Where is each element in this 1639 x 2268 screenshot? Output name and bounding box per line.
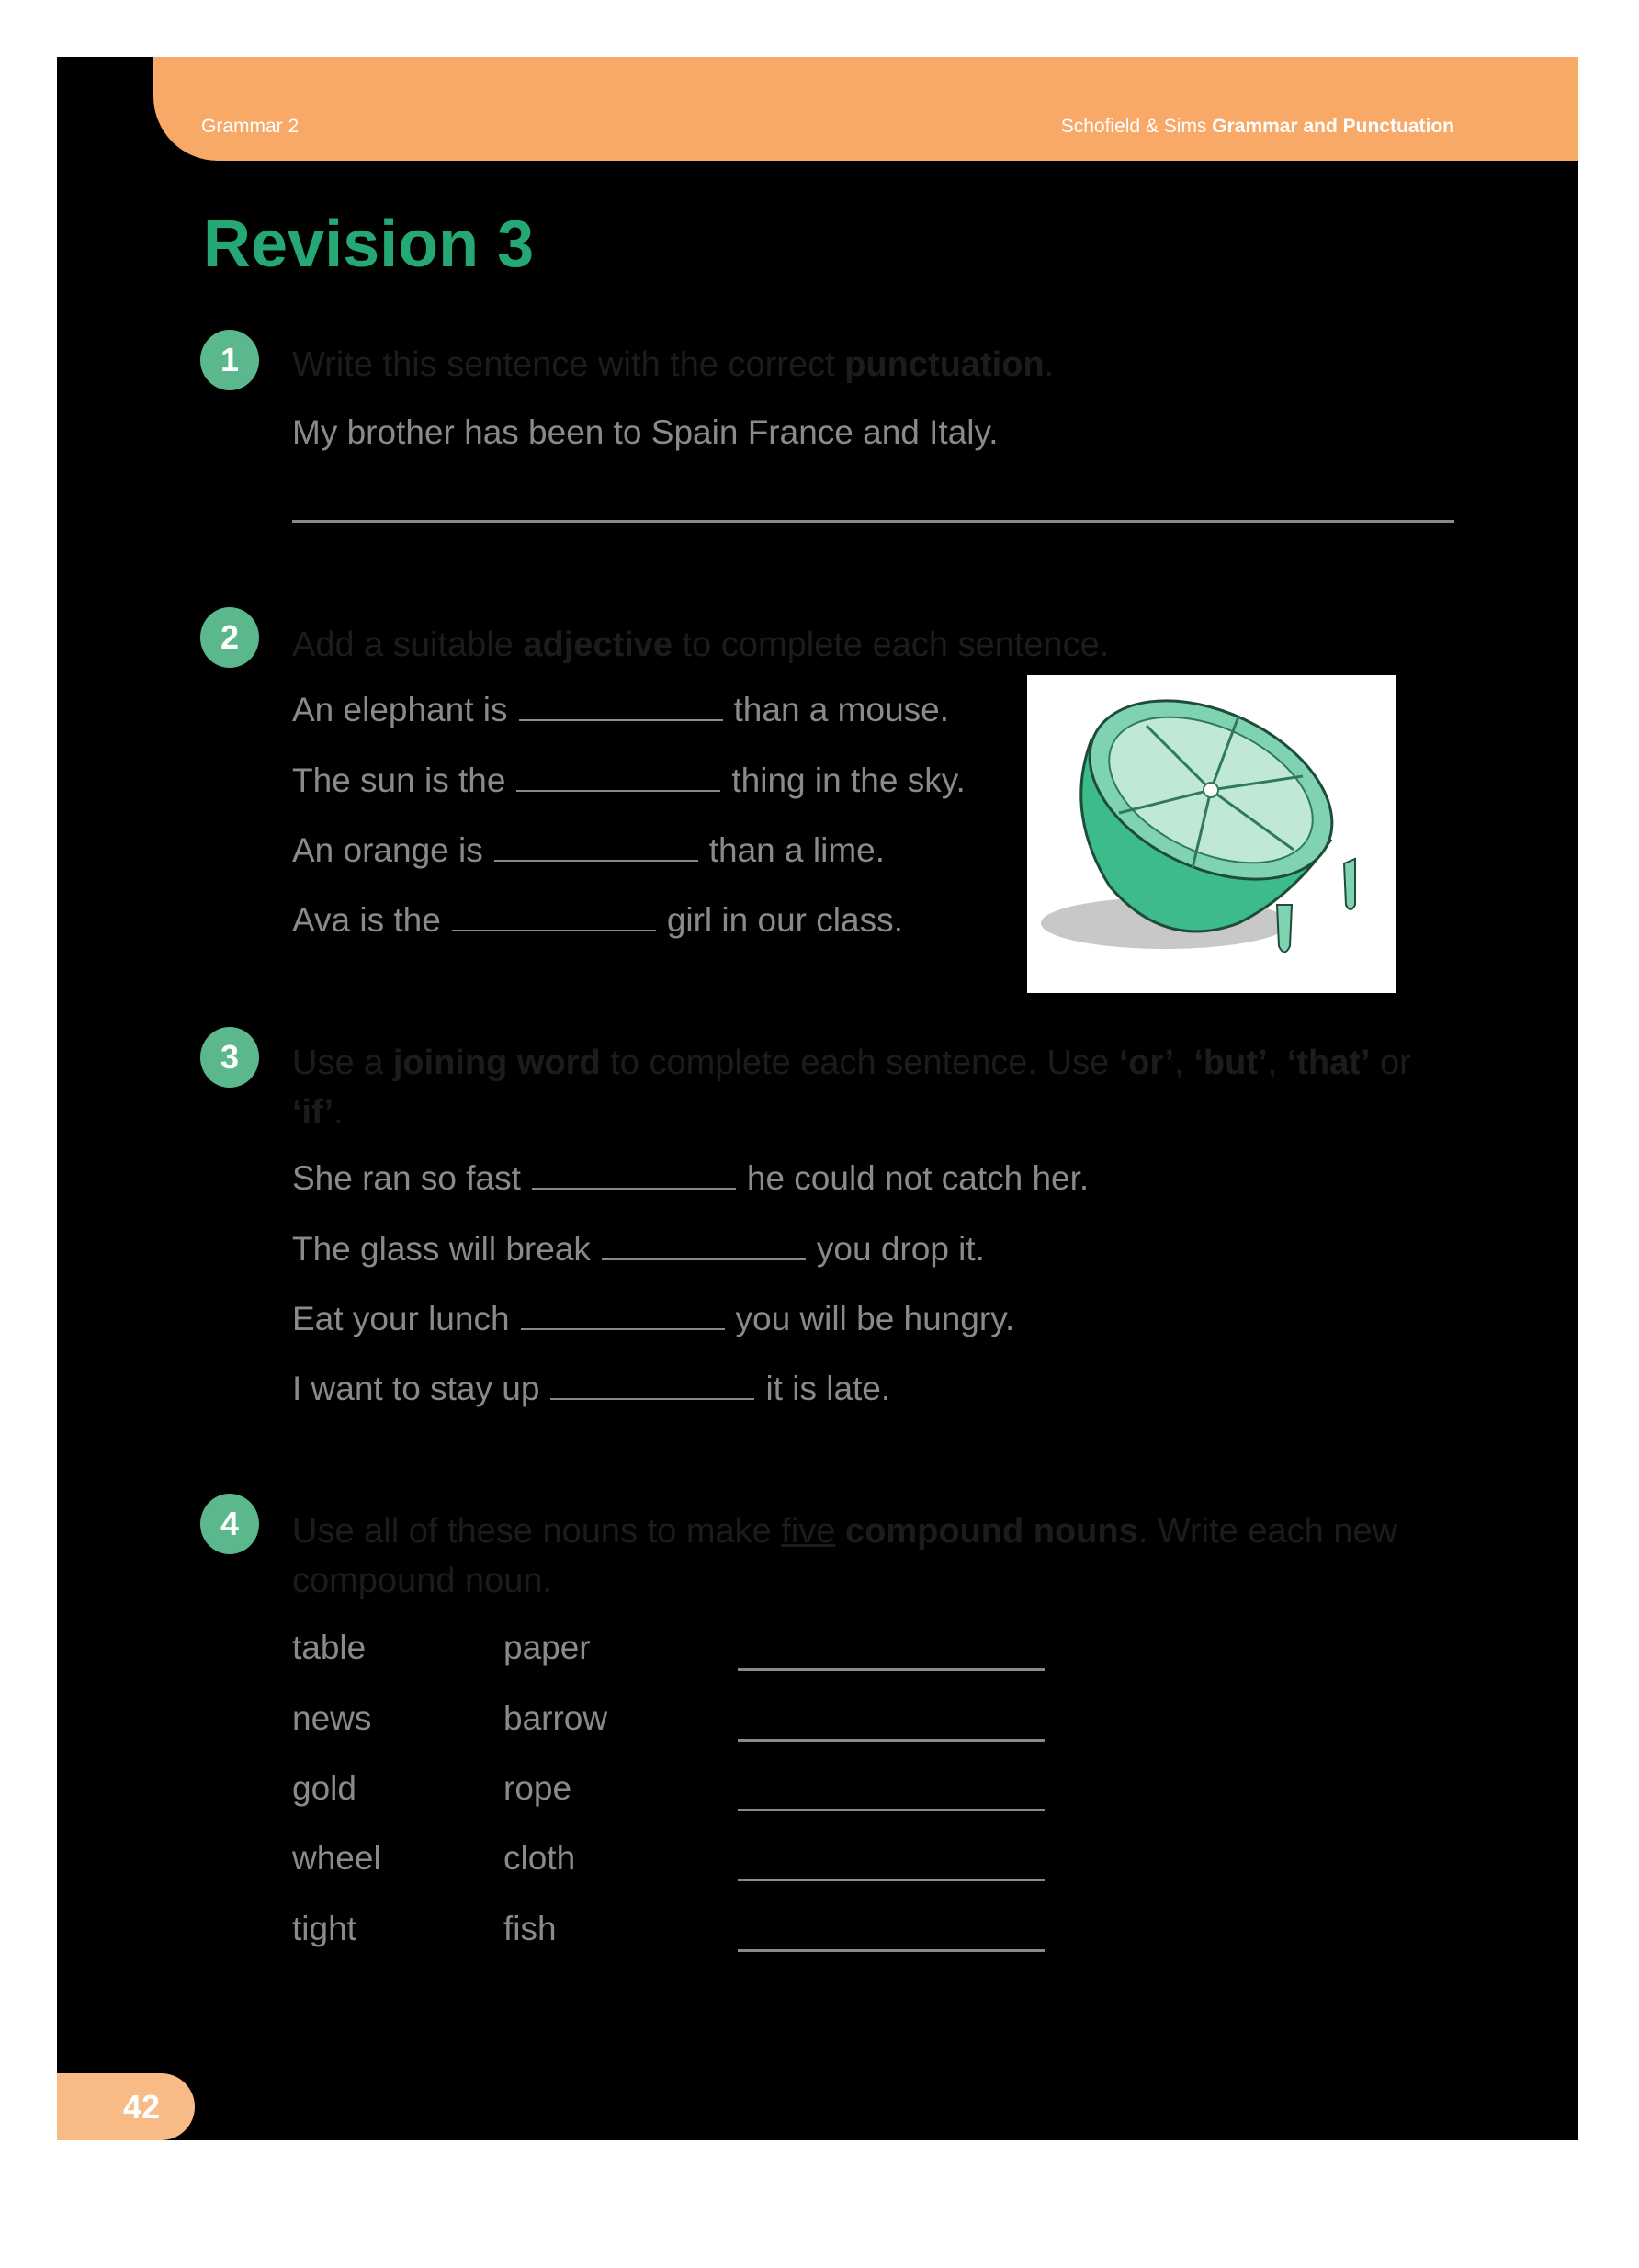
noun-col2: cloth <box>503 1839 576 1877</box>
q4-instr-end: . Write each new compound noun. <box>292 1512 1398 1600</box>
noun-col2: fish <box>503 1910 557 1947</box>
answer-blank[interactable] <box>532 1160 736 1190</box>
item-after: than a lime. <box>708 831 886 869</box>
item-after: you drop it. <box>816 1230 985 1268</box>
item-after: he could not catch her. <box>746 1159 1090 1197</box>
header-series-name: Grammar and Punctuation <box>1212 116 1454 137</box>
q4-instruction <box>292 1506 1459 1606</box>
header-publisher: Schofield & Sims <box>1060 116 1213 137</box>
q3-instr-keyword: joining word <box>392 1044 601 1082</box>
item-before: An elephant is <box>292 691 508 728</box>
sep: or <box>1370 1044 1411 1082</box>
compound-answer-line[interactable] <box>738 1739 1045 1742</box>
word-but: ‘but’ <box>1193 1044 1268 1082</box>
q2-item <box>292 762 966 800</box>
q2-item <box>292 901 903 940</box>
noun-col2: rope <box>503 1769 572 1807</box>
q3-item <box>292 1230 985 1269</box>
q2-instr-keyword: adjective <box>523 626 673 664</box>
page-header <box>153 57 1578 161</box>
item-after: thing in the sky. <box>731 762 966 799</box>
page-title: Revision 3 <box>203 208 535 281</box>
q1-instr-text: Write this sentence with the correct <box>292 345 845 384</box>
compound-answer-line[interactable] <box>738 1668 1045 1671</box>
lime-illustration <box>1027 675 1396 993</box>
answer-blank[interactable] <box>521 1301 725 1330</box>
q4-instr-five: five <box>781 1512 836 1551</box>
item-after: than a mouse. <box>733 691 949 728</box>
q3-item <box>292 1159 1089 1198</box>
answer-blank[interactable] <box>494 832 698 862</box>
item-before: Ava is the <box>292 901 441 939</box>
header-book-title: Grammar 2 <box>201 116 300 137</box>
lime-icon <box>1027 675 1396 993</box>
q4-instr-text: Use all of these nouns to make <box>292 1512 782 1551</box>
item-before: Eat your lunch <box>292 1300 510 1337</box>
word-or: ‘or’ <box>1118 1044 1175 1082</box>
q1-instr-end: . <box>1044 345 1055 384</box>
q2-item <box>292 691 949 729</box>
answer-blank[interactable] <box>602 1231 806 1260</box>
item-after: you will be hungry. <box>735 1300 1015 1337</box>
q2-instruction <box>292 620 1486 670</box>
answer-blank[interactable] <box>550 1371 754 1400</box>
q3-instr-mid: to complete each sentence. Use <box>600 1044 1119 1082</box>
answer-blank[interactable] <box>519 692 723 721</box>
compound-answer-line[interactable] <box>738 1879 1045 1881</box>
q3-instruction <box>292 1038 1459 1137</box>
sep: . <box>333 1093 344 1132</box>
q1-answer-line[interactable] <box>292 520 1454 523</box>
q1-instr-keyword: punctuation <box>844 345 1045 384</box>
q3-item <box>292 1300 1014 1338</box>
answer-blank[interactable] <box>516 762 720 792</box>
word-if: ‘if’ <box>292 1093 334 1132</box>
q2-item <box>292 831 885 870</box>
noun-col1: gold <box>292 1769 356 1807</box>
item-before: I want to stay up <box>292 1370 540 1407</box>
header-series <box>1061 116 1454 138</box>
question-number-3: 3 <box>200 1027 259 1088</box>
noun-col2: barrow <box>503 1699 608 1737</box>
q1-instruction <box>292 340 1486 389</box>
q1-sentence: My brother has been to Spain France and Italy. <box>292 413 999 451</box>
q4-instr-keyword: compound nouns <box>845 1512 1138 1551</box>
compound-answer-line[interactable] <box>738 1949 1045 1952</box>
item-before: The sun is the <box>292 762 506 799</box>
item-after: girl in our class. <box>666 901 903 939</box>
q3-instr-text: Use a <box>292 1044 393 1082</box>
noun-col1: tight <box>292 1910 356 1947</box>
sep <box>835 1512 845 1551</box>
sep: , <box>1267 1044 1278 1082</box>
item-before: She ran so fast <box>292 1159 521 1197</box>
noun-col1: wheel <box>292 1839 381 1877</box>
page-number: 42 <box>57 2073 195 2140</box>
word-that: ‘that’ <box>1286 1044 1371 1082</box>
noun-col2: paper <box>503 1629 591 1666</box>
noun-col1: table <box>292 1629 367 1666</box>
question-number-4: 4 <box>200 1494 259 1554</box>
item-before: An orange is <box>292 831 483 869</box>
answer-blank[interactable] <box>452 902 656 931</box>
noun-col1: news <box>292 1699 372 1737</box>
sep: , <box>1174 1044 1194 1082</box>
q2-instr-text: Add a suitable <box>292 626 524 664</box>
question-number-2: 2 <box>200 607 259 668</box>
q3-item <box>292 1370 890 1408</box>
item-after: it is late. <box>765 1370 891 1407</box>
compound-answer-line[interactable] <box>738 1809 1045 1811</box>
item-before: The glass will break <box>292 1230 591 1268</box>
question-number-1: 1 <box>200 330 259 390</box>
q2-instr-end: to complete each sentence. <box>673 626 1110 664</box>
